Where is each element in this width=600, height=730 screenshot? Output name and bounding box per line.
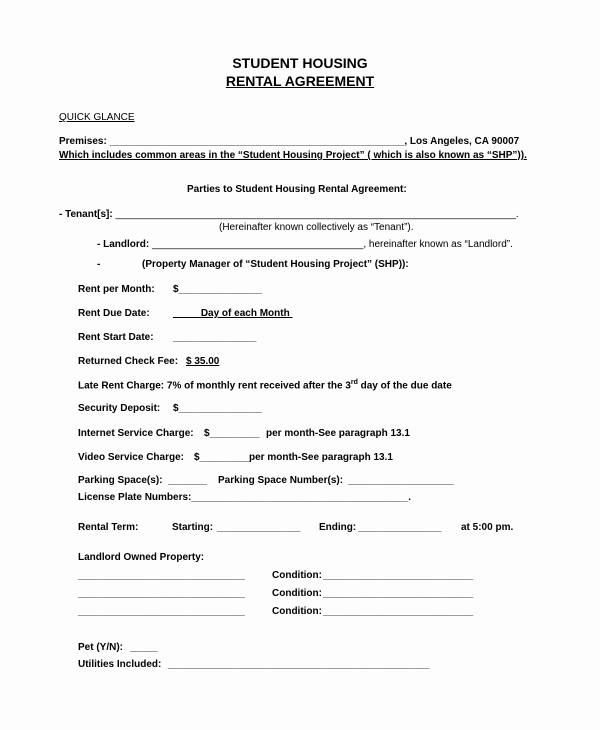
- rental-term-time: at 5:00 pm.: [461, 522, 514, 533]
- license-plate-line: [78, 492, 411, 503]
- late-rent-charge-text: 7% of monthly rent received after the 3: [166, 380, 351, 392]
- premises-line: [59, 136, 519, 147]
- rental-term-ending-field[interactable]: _______________: [358, 522, 442, 533]
- premises-city: , Los Angeles, CA 90007: [404, 136, 520, 147]
- parking-space-numbers-field[interactable]: ___________________: [348, 475, 454, 486]
- property-row-condition-field[interactable]: ___________________________: [323, 588, 474, 599]
- tenant-label: - Tenant[s]:: [59, 209, 113, 220]
- tenant-blank[interactable]: ________________________________________________________________________: [115, 209, 516, 220]
- license-plate-end: .: [408, 492, 412, 503]
- rent-start-date-field[interactable]: _______________: [173, 332, 257, 343]
- security-deposit-label: Security Deposit:: [78, 403, 161, 414]
- late-rent-charge-sup: rd: [350, 379, 358, 386]
- parking-spaces-field[interactable]: _______: [168, 475, 207, 486]
- property-row-item[interactable]: ______________________________: [78, 588, 245, 599]
- property-row-condition-field[interactable]: ___________________________: [323, 606, 474, 617]
- license-plate-field[interactable]: _______________________________________: [191, 492, 409, 503]
- property-row-condition-label: Condition:: [272, 606, 322, 617]
- rent-due-date-value: Day of each Month: [200, 308, 290, 319]
- rent-due-date-blank: _____: [173, 308, 201, 319]
- rental-term-starting-field[interactable]: _______________: [217, 522, 301, 533]
- parking-space-numbers-label: Parking Space Number(s):: [218, 475, 344, 486]
- property-manager-dash: -: [97, 259, 101, 270]
- video-service-field[interactable]: $_________: [194, 452, 250, 463]
- rent-per-month-field[interactable]: $_______________: [173, 284, 262, 295]
- internet-service-note: per month-See paragraph 13.1: [266, 428, 410, 439]
- late-rent-charge-line: [78, 379, 452, 391]
- pet-label: Pet (Y/N):: [78, 642, 123, 653]
- rent-due-date-field[interactable]: [173, 308, 293, 319]
- internet-service-label: Internet Service Charge:: [78, 428, 194, 439]
- tenant-note: (Hereinafter known collectively as “Tenant”).: [219, 222, 414, 233]
- parking-spaces-label: Parking Space(s):: [78, 475, 163, 486]
- pet-field[interactable]: _____: [130, 642, 158, 653]
- property-row-item[interactable]: ______________________________: [78, 606, 245, 617]
- document-title-line2: RENTAL AGREEMENT: [225, 73, 375, 89]
- document-title-line1: STUDENT HOUSING: [232, 55, 368, 71]
- rent-per-month-label: Rent per Month:: [78, 284, 155, 295]
- license-plate-label: License Plate Numbers:: [78, 492, 192, 503]
- property-manager-text: (Property Manager of “Student Housing Project” (SHP)):: [142, 259, 409, 270]
- property-row-condition-label: Condition:: [272, 570, 322, 581]
- premises-common-areas: Which includes common areas in the “Student Housing Project” ( which is also known as “SHP”)).: [59, 150, 527, 161]
- premises-label: Premises:: [59, 136, 107, 147]
- late-rent-charge-post: day of the due date: [360, 380, 452, 392]
- returned-check-fee-label: Returned Check Fee:: [78, 356, 179, 367]
- landlord-blank[interactable]: ______________________________________: [152, 239, 364, 250]
- property-row-condition-label: Condition:: [272, 588, 322, 599]
- utilities-field[interactable]: _______________________________________________: [168, 659, 430, 670]
- returned-check-fee-value: $ 35.00: [186, 356, 220, 367]
- rent-due-date-label: Rent Due Date:: [78, 308, 150, 319]
- video-service-label: Video Service Charge:: [78, 452, 184, 463]
- premises-blank[interactable]: _____________________________________________________: [109, 136, 405, 147]
- landlord-note: , hereinafter known as “Landlord”.: [363, 239, 513, 250]
- property-row-item[interactable]: ______________________________: [78, 570, 245, 581]
- tenant-end: .: [515, 209, 519, 220]
- landlord-property-heading: Landlord Owned Property:: [78, 552, 205, 563]
- rental-term-starting-label: Starting:: [172, 522, 214, 533]
- utilities-label: Utilities Included:: [78, 659, 162, 670]
- property-row-condition-field[interactable]: ___________________________: [323, 570, 474, 581]
- tenant-line: [59, 209, 519, 220]
- rent-start-date-label: Rent Start Date:: [78, 332, 154, 343]
- landlord-label: - Landlord:: [97, 239, 150, 250]
- video-service-note: per month-See paragraph 13.1: [249, 452, 393, 463]
- landlord-line: [97, 239, 513, 250]
- internet-service-field[interactable]: $_________: [204, 428, 260, 439]
- rental-term-label: Rental Term:: [78, 522, 139, 533]
- security-deposit-field[interactable]: $_______________: [173, 403, 262, 414]
- parties-heading: Parties to Student Housing Rental Agreement:: [187, 184, 407, 195]
- rental-term-ending-label: Ending:: [319, 522, 357, 533]
- late-rent-charge-label: Late Rent Charge:: [78, 380, 165, 392]
- quick-glance-heading: QUICK GLANCE: [59, 112, 135, 123]
